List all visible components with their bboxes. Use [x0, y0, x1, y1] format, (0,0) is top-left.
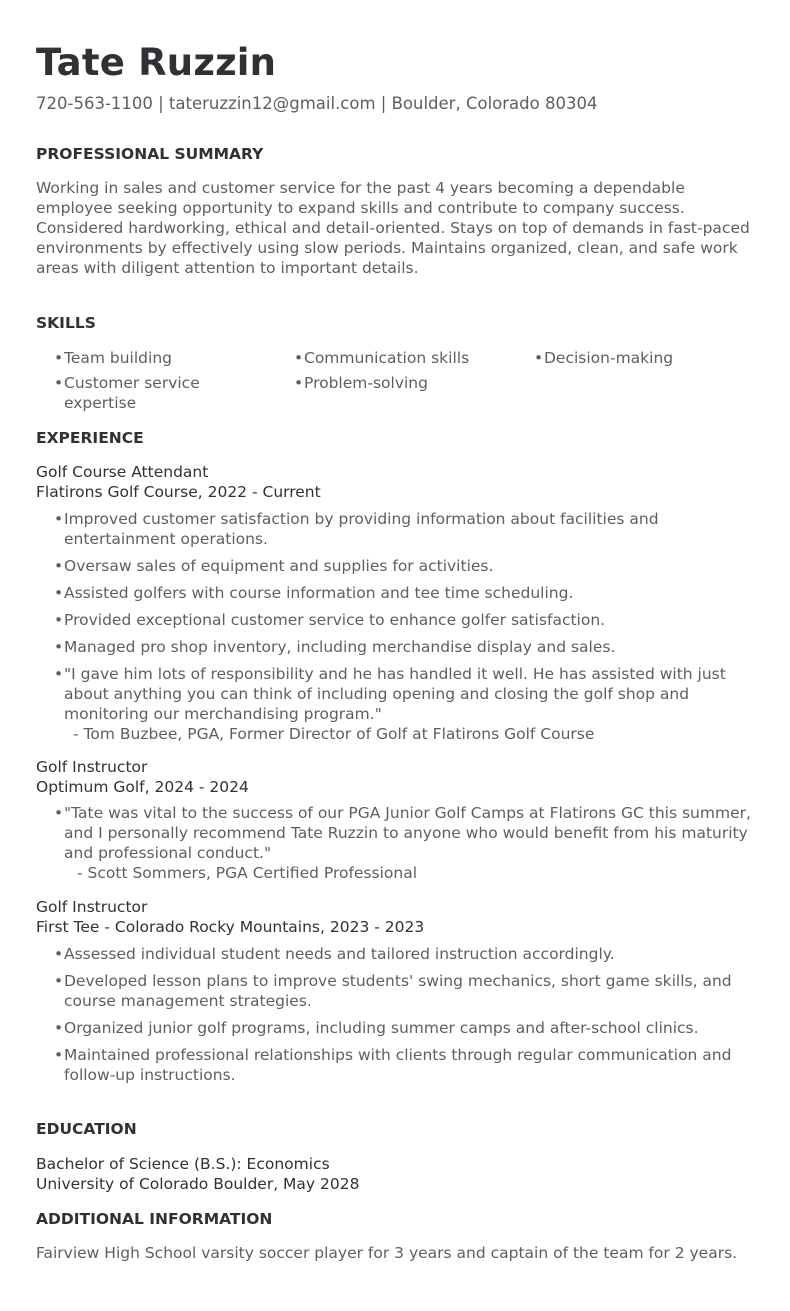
skill-item: • Decision-making [516, 348, 756, 368]
quote-attribution: - Scott Sommers, PGA Certified Professional [77, 864, 418, 882]
job-organization: First Tee - Colorado Rocky Mountains, 2023 - 2023 [36, 918, 425, 936]
job-organization: Flatirons Golf Course, 2022 - Current [36, 483, 321, 501]
contact-line: 720-563-1100 | tateruzzin12@gmail.com | Boulder, Colorado 80304 [36, 94, 598, 113]
skill-item: • Customer service expertise [36, 373, 244, 413]
job-title: Golf Instructor [36, 758, 148, 776]
skills-heading: SKILLS [36, 314, 96, 332]
job-bullets [36, 944, 760, 1092]
education-heading: EDUCATION [36, 1120, 137, 1138]
skill-item: • Team building [36, 348, 276, 368]
summary-heading: PROFESSIONAL SUMMARY [36, 145, 264, 163]
quote-text: "Tate was vital to the success of our PGA Junior Golf Camps at Flatirons GC this summer, and I personally recommend Tate Ruzzin to anyone who would benefit from his maturity and professional conduct." [64, 804, 751, 862]
experience-heading: EXPERIENCE [36, 429, 144, 447]
job-bullet: • Provided exceptional customer service to enhance golfer satisfaction. [36, 610, 760, 630]
job-bullets [36, 803, 760, 890]
job-bullet: • Oversaw sales of equipment and supplies for activities. [36, 556, 760, 576]
additional-info-heading: ADDITIONAL INFORMATION [36, 1210, 273, 1228]
job-bullet: • Managed pro shop inventory, including merchandise display and sales. [36, 637, 760, 657]
job-title: Golf Course Attendant [36, 463, 209, 481]
job-bullet: • Maintained professional relationships with clients through regular communication and follow-up instructions. [36, 1045, 760, 1085]
job-title: Golf Instructor [36, 898, 148, 916]
job-bullet: • Organized junior golf programs, including summer camps and after-school clinics. [36, 1018, 760, 1038]
skill-item: • Problem-solving [276, 373, 516, 393]
quote-attribution: - Tom Buzbee, PGA, Former Director of Golf at Flatirons Golf Course [73, 725, 595, 743]
job-bullet-quote [36, 664, 760, 744]
job-organization: Optimum Golf, 2024 - 2024 [36, 778, 249, 796]
job-bullet-quote [36, 803, 760, 883]
summary-text: Working in sales and customer service for the past 4 years becoming a dependable employee seeking opportunity to expand skills and contribute to company success. Considered hardworking, ethical and detail-oriented. Stays on top of demands in fast-paced environments by effectively using slow periods. Maintains organized, clean, and safe work areas with diligent attention to important details. [36, 179, 750, 277]
job-bullet: • Assisted golfers with course information and tee time scheduling. [36, 583, 760, 603]
skill-item: • Communication skills [276, 348, 516, 368]
candidate-name: Tate Ruzzin [36, 41, 277, 84]
quote-text: "I gave him lots of responsibility and he has handled it well. He has assisted with just about anything you can think of including opening and closing the golf shop and monitoring our merchandising program." [64, 665, 726, 723]
job-bullets [36, 509, 760, 751]
additional-info-text: Fairview High School varsity soccer player for 3 years and captain of the team for 2 years. [36, 1244, 738, 1262]
job-bullet: • Assessed individual student needs and tailored instruction accordingly. [36, 944, 760, 964]
degree: Bachelor of Science (B.S.): Economics [36, 1155, 330, 1173]
job-bullet: • Improved customer satisfaction by providing information about facilities and entertainment operations. [36, 509, 760, 549]
school: University of Colorado Boulder, May 2028 [36, 1175, 360, 1193]
job-bullet: • Developed lesson plans to improve students' swing mechanics, short game skills, and course management strategies. [36, 971, 760, 1011]
